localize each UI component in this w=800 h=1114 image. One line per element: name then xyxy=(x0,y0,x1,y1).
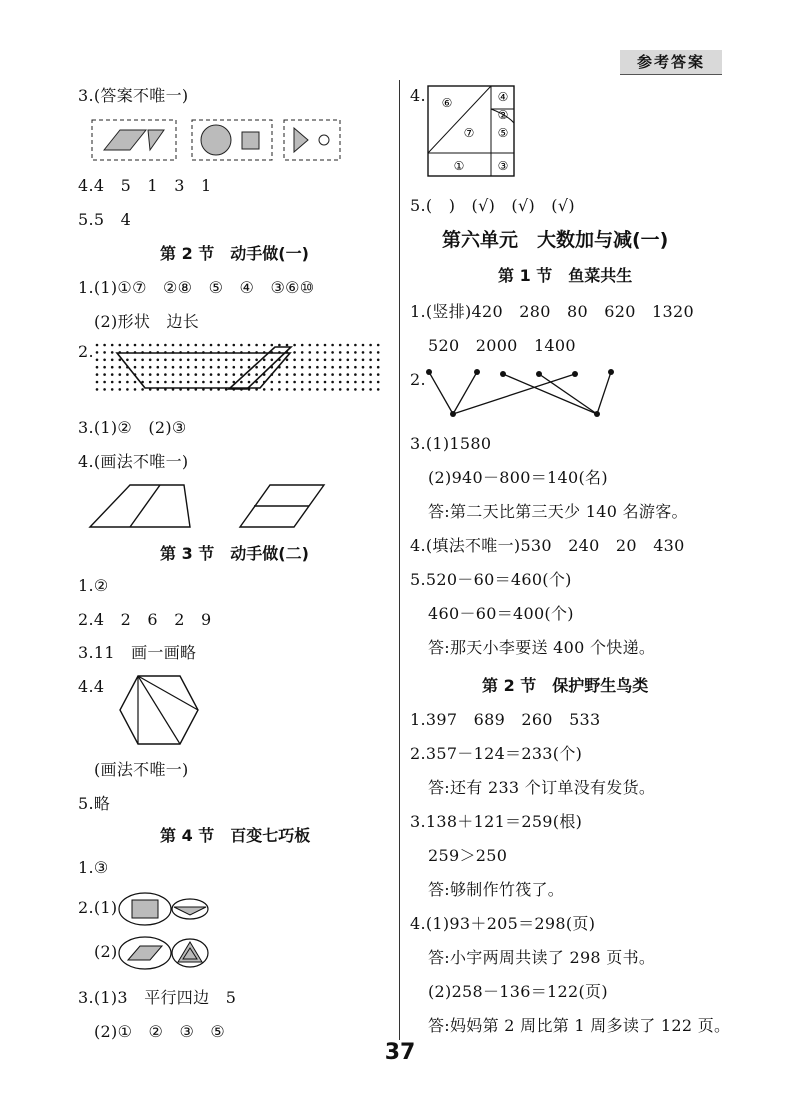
answer-3: 3.(答案不唯一) xyxy=(78,86,189,105)
grid-dot xyxy=(233,373,236,376)
grid-dot xyxy=(278,373,281,376)
grid-dot xyxy=(377,381,380,384)
grid-dot xyxy=(240,373,243,376)
s4-answer-2a: 2.(1) xyxy=(78,898,118,917)
grid-dot xyxy=(316,351,319,354)
grid-dot xyxy=(347,381,350,384)
grid-dot xyxy=(362,359,365,362)
grid-dot xyxy=(362,344,365,347)
grid-dot xyxy=(286,344,289,347)
grid-dot xyxy=(339,373,342,376)
grid-dot xyxy=(157,344,160,347)
grid-dot xyxy=(210,373,213,376)
grid-dot xyxy=(286,366,289,369)
grid-dot xyxy=(149,344,152,347)
grid-dot xyxy=(225,359,228,362)
u1-answer-5b: 460－60＝400(个) xyxy=(428,604,574,623)
small-triangle-shape xyxy=(294,128,308,152)
grid-dot xyxy=(354,359,357,362)
grid-dot xyxy=(347,373,350,376)
grid-dot xyxy=(149,366,152,369)
u2-answer-3c: 答:够制作竹筏了。 xyxy=(428,880,565,899)
u2-answer-1: 1.397 689 260 533 xyxy=(410,710,601,729)
square-shape xyxy=(242,132,259,149)
grid-dot xyxy=(301,388,304,391)
grid-dot xyxy=(195,344,198,347)
grid-dot xyxy=(111,344,114,347)
grid-dot xyxy=(119,381,122,384)
grid-dot xyxy=(149,381,152,384)
grid-dot xyxy=(134,366,137,369)
grid-dot xyxy=(240,381,243,384)
grid-dot xyxy=(233,359,236,362)
u2-answer-4b: 答:小宇两周共读了 298 页书。 xyxy=(428,948,656,967)
grid-dot xyxy=(96,373,99,376)
grid-dot xyxy=(134,359,137,362)
u1-answer-5c: 答:那天小李要送 400 个快递。 xyxy=(428,638,656,657)
section-title-3: 第 3 节 动手做(二) xyxy=(160,544,309,563)
grid-dot xyxy=(187,359,190,362)
grid-dot xyxy=(255,359,258,362)
grid-dot xyxy=(202,359,205,362)
u2-answer-2a: 2.357－124＝233(个) xyxy=(410,744,583,763)
grid-dot xyxy=(157,373,160,376)
grid-dot xyxy=(248,373,251,376)
grid-dot xyxy=(331,366,334,369)
grid-dot xyxy=(96,344,99,347)
grid-dot xyxy=(141,366,144,369)
grid-dot xyxy=(172,359,175,362)
grid-dot xyxy=(96,381,99,384)
grid-dot xyxy=(96,351,99,354)
grid-dot xyxy=(286,373,289,376)
grid-dot xyxy=(293,381,296,384)
grid-dot xyxy=(286,359,289,362)
grid-dot xyxy=(278,344,281,347)
s2-answer-3: 3.(1)② (2)③ xyxy=(78,418,187,437)
grid-dot xyxy=(316,359,319,362)
r-answer-5: 5.( ) (√) (√) (√) xyxy=(410,196,575,215)
grid-dot xyxy=(126,373,129,376)
answer-4: 4.4 5 1 3 1 xyxy=(78,176,212,195)
grid-dot xyxy=(217,366,220,369)
grid-dot xyxy=(354,381,357,384)
grid-dot xyxy=(316,366,319,369)
grid-dot xyxy=(293,359,296,362)
grid-dot xyxy=(354,366,357,369)
grid-dot xyxy=(377,351,380,354)
u1-answer-3a: 3.(1)1580 xyxy=(410,434,492,453)
grid-dot xyxy=(316,388,319,391)
grid-dot xyxy=(103,373,106,376)
grid-dot xyxy=(347,351,350,354)
grid-dot xyxy=(331,344,334,347)
u1-answer-2: 2. xyxy=(410,370,426,389)
dashed-group-3 xyxy=(284,120,340,160)
grid-dot xyxy=(293,344,296,347)
grid-dot xyxy=(377,359,380,362)
grid-dot xyxy=(202,366,205,369)
grid-dot xyxy=(119,344,122,347)
grid-dot xyxy=(324,373,327,376)
grid-dot xyxy=(172,366,175,369)
grid-dot xyxy=(301,366,304,369)
grid-dot xyxy=(210,344,213,347)
grid-dot xyxy=(331,388,334,391)
grid-dot xyxy=(157,359,160,362)
grid-dot xyxy=(172,381,175,384)
grid-dot xyxy=(316,344,319,347)
circle-shape xyxy=(201,125,231,155)
grid-dot xyxy=(225,373,228,376)
page-number: 37 xyxy=(384,1040,416,1065)
grid-dot xyxy=(202,381,205,384)
grid-dot xyxy=(126,359,129,362)
grid-dot xyxy=(278,381,281,384)
grid-dot xyxy=(225,344,228,347)
grid-dot xyxy=(301,359,304,362)
grid-dot xyxy=(248,366,251,369)
grid-dot xyxy=(377,344,380,347)
grid-dot xyxy=(202,344,205,347)
grid-dot xyxy=(354,351,357,354)
grid-dot xyxy=(301,381,304,384)
grid-dot xyxy=(362,351,365,354)
grid-dot xyxy=(347,359,350,362)
grid-dot xyxy=(377,366,380,369)
u1-answer-5a: 5.520－60＝460(个) xyxy=(410,570,572,589)
grid-dot xyxy=(354,388,357,391)
grid-dot xyxy=(263,366,266,369)
grid-dot xyxy=(255,344,258,347)
section-title-2: 第 2 节 动手做(一) xyxy=(160,244,309,263)
s2-answer-2: 2. xyxy=(78,342,94,361)
shape-a xyxy=(90,485,190,527)
grid-dot xyxy=(248,359,251,362)
grid-dot xyxy=(149,359,152,362)
grid-dot xyxy=(111,388,114,391)
grid-dot xyxy=(293,388,296,391)
grid-dot xyxy=(187,381,190,384)
tangram-label: ⑥ xyxy=(441,96,453,110)
grid-dot xyxy=(157,366,160,369)
grid-dot xyxy=(293,366,296,369)
grid-dot xyxy=(179,344,182,347)
grid-dot xyxy=(164,344,167,347)
parallelogram-shape xyxy=(104,130,146,150)
answer-key-tag: 参考答案 xyxy=(620,50,722,74)
grid-dot xyxy=(362,381,365,384)
grid-dot xyxy=(103,381,106,384)
grid-dot xyxy=(309,359,312,362)
grid-dot xyxy=(263,344,266,347)
s2-answer-1b: (2)形状 边长 xyxy=(94,312,200,331)
grid-dot xyxy=(195,359,198,362)
grid-dot xyxy=(134,388,137,391)
grid-dot xyxy=(233,366,236,369)
grid-dot xyxy=(164,373,167,376)
grid-dot xyxy=(271,359,274,362)
grid-dot xyxy=(309,373,312,376)
grid-dot xyxy=(141,373,144,376)
grid-dot xyxy=(141,359,144,362)
s4-answer-3a: 3.(1)3 平行四边 5 xyxy=(78,988,237,1007)
grid-dot xyxy=(240,344,243,347)
s2-answer-1a: 1.(1)①⑦ ②⑧ ⑤ ④ ③⑥⑩ xyxy=(78,278,315,297)
grid-dot xyxy=(316,373,319,376)
grid-dot xyxy=(134,381,137,384)
u1-answer-1a: 1.(竖排)420 280 80 620 1320 xyxy=(410,302,694,321)
grid-dot xyxy=(126,381,129,384)
u1-answer-3c: 答:第二天比第三天少 140 名游客。 xyxy=(428,502,688,521)
grid-dot xyxy=(210,366,213,369)
s3-answer-4-note: (画法不唯一) xyxy=(94,760,189,779)
grid-dot xyxy=(263,359,266,362)
grid-dot xyxy=(103,388,106,391)
grid-dot xyxy=(271,381,274,384)
grid-dot xyxy=(119,366,122,369)
s3-answer-5: 5.略 xyxy=(78,794,111,813)
grid-dot xyxy=(293,373,296,376)
drawing-figures xyxy=(90,484,330,530)
grid-dot xyxy=(195,373,198,376)
grid-dot xyxy=(309,388,312,391)
grid-dot xyxy=(309,366,312,369)
dot-grid-figure xyxy=(95,343,385,393)
grid-dot xyxy=(362,388,365,391)
grid-dot xyxy=(126,388,129,391)
grid-dot xyxy=(195,381,198,384)
grid-dot xyxy=(217,344,220,347)
s3-answer-4: 4.4 xyxy=(78,677,105,696)
grid-dot xyxy=(179,366,182,369)
grid-dot xyxy=(339,366,342,369)
grid-dot xyxy=(369,359,372,362)
grid-dot xyxy=(286,388,289,391)
tangram-label: ⑦ xyxy=(463,126,475,140)
grid-dot xyxy=(179,373,182,376)
answer-5: 5.5 4 xyxy=(78,210,132,229)
s3-answer-3: 3.11 画一画略 xyxy=(78,643,197,662)
grid-dot xyxy=(347,388,350,391)
tangram-label: ③ xyxy=(497,159,509,173)
header-rule xyxy=(620,74,722,75)
ellipse-figure-2 xyxy=(118,936,210,970)
grid-dot xyxy=(217,359,220,362)
grid-dot xyxy=(240,359,243,362)
grid-dot xyxy=(210,359,213,362)
grid-dot xyxy=(362,373,365,376)
grid-dot xyxy=(96,359,99,362)
grid-dot xyxy=(301,373,304,376)
grid-dot xyxy=(210,381,213,384)
grid-dot xyxy=(286,381,289,384)
grid-dot xyxy=(187,344,190,347)
grid-dot xyxy=(301,351,304,354)
grid-dot xyxy=(377,388,380,391)
grid-dot xyxy=(339,351,342,354)
u1-answer-4: 4.(填法不唯一)530 240 20 430 xyxy=(410,536,685,555)
grid-dot xyxy=(339,381,342,384)
grid-dot xyxy=(96,388,99,391)
section-title-4: 第 4 节 百变七巧板 xyxy=(160,826,311,845)
u2-answer-3a: 3.138＋121＝259(根) xyxy=(410,812,583,831)
grid-dot xyxy=(278,388,281,391)
grid-dot xyxy=(248,381,251,384)
grid-dot xyxy=(172,344,175,347)
grid-dot xyxy=(309,344,312,347)
grid-dot xyxy=(164,381,167,384)
grid-dot xyxy=(141,344,144,347)
u2-answer-4a: 4.(1)93＋205＝298(页) xyxy=(410,914,596,933)
grid-dot xyxy=(324,366,327,369)
tangram-label: ① xyxy=(453,159,465,173)
s4-answer-2b: (2) xyxy=(94,942,118,961)
r-section-title-2: 第 2 节 保护野生鸟类 xyxy=(482,676,649,695)
grid-dot xyxy=(271,344,274,347)
grid-dot xyxy=(309,351,312,354)
grid-dot xyxy=(271,388,274,391)
grid-dot xyxy=(331,359,334,362)
grid-dot xyxy=(354,344,357,347)
grid-dot xyxy=(179,359,182,362)
grid-dot xyxy=(225,366,228,369)
u2-answer-4d: 答:妈妈第 2 周比第 1 周多读了 122 页。 xyxy=(428,1016,731,1035)
grid-dot xyxy=(96,366,99,369)
grid-dot xyxy=(324,388,327,391)
grid-dot xyxy=(339,359,342,362)
u2-answer-4c: (2)258－136＝122(页) xyxy=(428,982,608,1001)
grid-dot xyxy=(339,344,342,347)
grid-dot xyxy=(103,344,106,347)
s2-answer-4: 4.(画法不唯一) xyxy=(78,452,189,471)
u2-answer-2b: 答:还有 233 个订单没有发货。 xyxy=(428,778,656,797)
tangram-label: ⑤ xyxy=(497,126,509,140)
u1-answer-1b: 520 2000 1400 xyxy=(428,336,576,355)
grid-dot xyxy=(111,381,114,384)
grid-dot xyxy=(377,373,380,376)
grid-dot xyxy=(233,344,236,347)
grid-dot xyxy=(369,366,372,369)
grid-dot xyxy=(331,373,334,376)
tangram-label: ② xyxy=(497,108,509,122)
grid-dot xyxy=(316,381,319,384)
u1-answer-3b: (2)940－800＝140(名) xyxy=(428,468,608,487)
r-answer-4: 4. xyxy=(410,86,426,105)
grid-dot xyxy=(119,373,122,376)
grid-dot xyxy=(248,344,251,347)
grid-dot xyxy=(362,366,365,369)
grid-dot xyxy=(195,366,198,369)
grid-dot xyxy=(103,366,106,369)
grid-dot xyxy=(369,381,372,384)
u2-answer-3b: 259＞250 xyxy=(428,846,508,865)
grid-dot xyxy=(103,351,106,354)
column-divider xyxy=(399,80,400,1040)
grid-dot xyxy=(172,373,175,376)
tangram-figure xyxy=(427,85,517,177)
grid-dot xyxy=(164,359,167,362)
grid-dot xyxy=(255,373,258,376)
grid-dot xyxy=(179,381,182,384)
grid-dot xyxy=(217,373,220,376)
grid-dot xyxy=(149,373,152,376)
grid-dot xyxy=(369,351,372,354)
s4-answer-3b: (2)① ② ③ ⑤ xyxy=(94,1022,226,1041)
grid-dot xyxy=(111,373,114,376)
grid-dot xyxy=(347,344,350,347)
grid-dot xyxy=(217,381,220,384)
grid-dot xyxy=(301,344,304,347)
grid-dot xyxy=(369,388,372,391)
dot-grid xyxy=(96,344,380,391)
s4-answer-1: 1.③ xyxy=(78,858,109,877)
grid-dot xyxy=(111,351,114,354)
grid-dot xyxy=(369,344,372,347)
grid-dot xyxy=(202,373,205,376)
grid-dot xyxy=(103,359,106,362)
grid-dot xyxy=(255,366,258,369)
grid-dot xyxy=(119,388,122,391)
tangram-label: ④ xyxy=(497,90,509,104)
triangle-shape xyxy=(148,130,164,150)
grid-dot xyxy=(111,359,114,362)
grid-dot xyxy=(141,388,144,391)
s3-answer-1: 1.② xyxy=(78,576,109,595)
grid-dot xyxy=(134,344,137,347)
grid-dot xyxy=(339,388,342,391)
grid-dot xyxy=(187,373,190,376)
grid-dot xyxy=(164,366,167,369)
grid-dot xyxy=(369,373,372,376)
grid-dot xyxy=(324,381,327,384)
r-section-title-1: 第 1 节 鱼菜共生 xyxy=(498,266,633,285)
grid-dot xyxy=(225,381,228,384)
ellipse-figure-1 xyxy=(118,892,210,926)
grid-dot xyxy=(331,381,334,384)
hexagon-figure xyxy=(118,674,200,746)
grid-dot xyxy=(347,366,350,369)
grid-dot xyxy=(354,373,357,376)
grid-dot xyxy=(111,366,114,369)
grid-dot xyxy=(126,344,129,347)
grid-dot xyxy=(263,388,266,391)
grid-dot xyxy=(324,344,327,347)
unit-title: 第六单元 大数加与减(一) xyxy=(442,229,669,251)
grid-dot xyxy=(293,351,296,354)
grid-dot xyxy=(331,351,334,354)
s3-answer-2: 2.4 2 6 2 9 xyxy=(78,610,212,629)
grid-dot xyxy=(309,381,312,384)
small-circle-shape xyxy=(319,135,329,145)
grid-dot xyxy=(187,366,190,369)
shape-groups-figure xyxy=(90,118,350,162)
grid-dot xyxy=(157,381,160,384)
matching-lines-figure xyxy=(425,368,615,418)
grid-dot xyxy=(240,366,243,369)
grid-dot xyxy=(324,359,327,362)
grid-dot xyxy=(324,351,327,354)
